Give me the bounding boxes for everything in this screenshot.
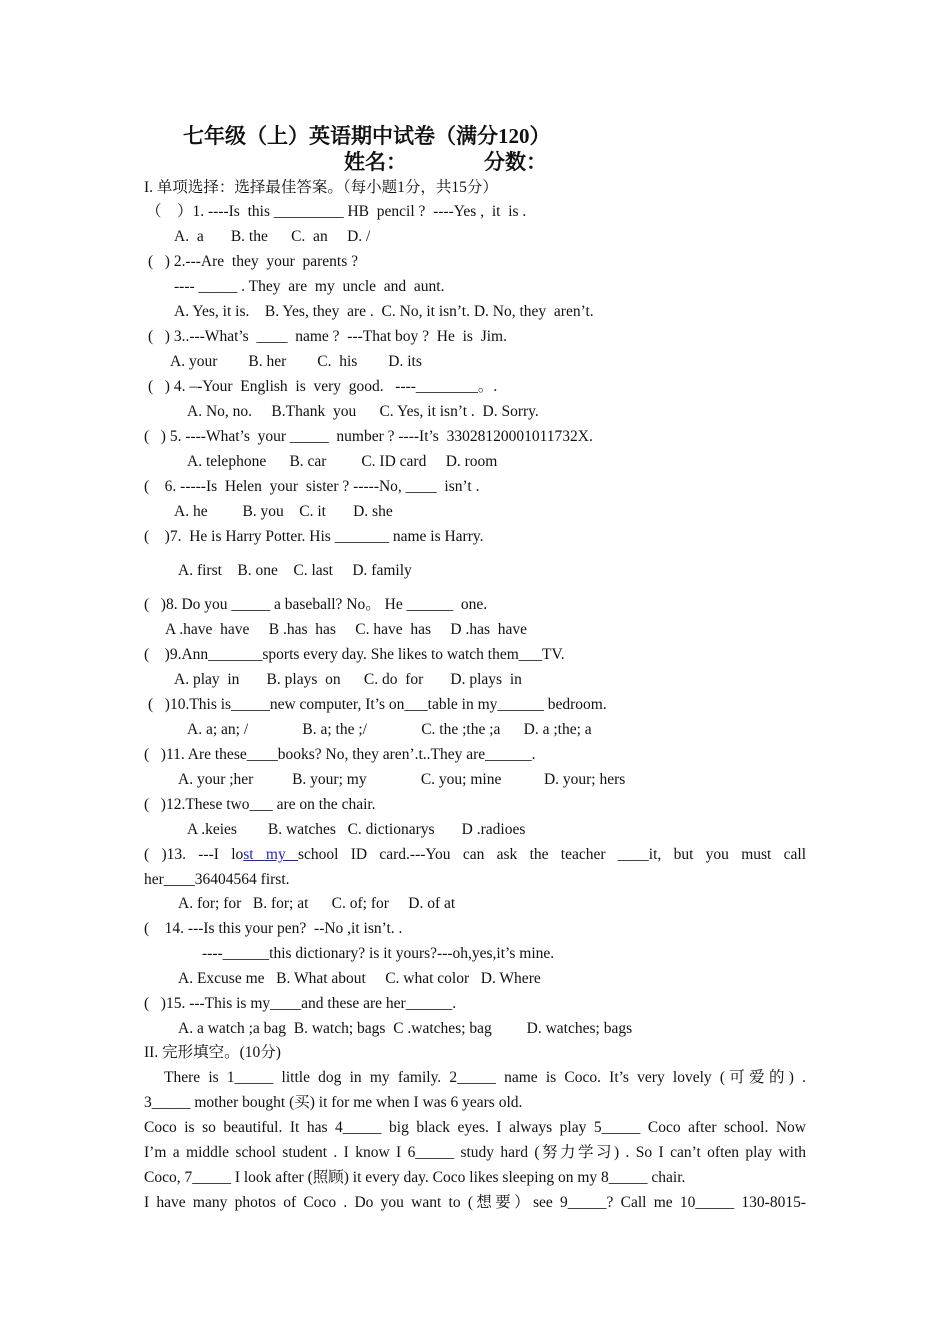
question-13-link[interactable]: st my xyxy=(243,846,298,863)
question-4-options: A. No, no. B.Thank you C. Yes, it isn’t . D. Sorry. xyxy=(187,403,539,420)
score-label: 分数： xyxy=(484,150,547,174)
question-8-options: A .have have B .has has C. have has D .has have xyxy=(165,621,528,638)
cloze-line-6: I have many photos of Coco . Do you want to (想要）see 9_____? Call me 10_____ 130-8015- xyxy=(144,1194,806,1211)
question-9-options: A. play in B. plays on C. do for D. plays in xyxy=(174,671,522,688)
question-5-options: A. telephone B. car C. ID card D. room xyxy=(187,453,498,470)
question-7: ( )7. He is Harry Potter. His _______ name is Harry. xyxy=(144,528,484,545)
cloze-line-2: 3_____ mother bought (买) it for me when I was 6 years old. xyxy=(144,1094,523,1111)
question-13-start: ( )13. ---I lo xyxy=(144,846,244,863)
cloze-line-5: Coco, 7_____ I look after (照顾) it every day. Coco likes sleeping on my 8_____ chair. xyxy=(144,1169,686,1186)
question-12: ( )12.These two___ are on the chair. xyxy=(144,796,376,813)
question-2-options: A. Yes, it is. B. Yes, they are . C. No, it isn’t. D. No, they aren’t. xyxy=(174,303,594,320)
question-8: ( )8. Do you _____ a baseball? No。 He ______ one. xyxy=(144,596,488,613)
question-2: ( ) 2.---Are they your parents ? xyxy=(148,253,359,270)
question-15: ( )15. ---This is my____and these are her______. xyxy=(144,995,457,1012)
question-13-rest: school ID card.---You can ask the teacher ____it, but you must call xyxy=(297,846,807,863)
name-label: 姓名： xyxy=(344,150,407,174)
question-9: ( )9.Ann_______sports every day. She likes to watch them___TV. xyxy=(144,646,565,663)
question-12-options: A .keies B. watches C. dictionarys D .radioes xyxy=(187,821,526,838)
question-3: ( ) 3..---What’s ____ name ? ---That boy ? He is Jim. xyxy=(148,328,507,345)
question-10: ( )10.This is_____new computer, It’s on___table in my______ bedroom. xyxy=(148,696,607,713)
section-1-heading: I. 单项选择：选择最佳答案。（每小题1分，共15分） xyxy=(144,179,498,196)
question-11: ( )11. Are these____books? No, they aren’.t..They are______. xyxy=(144,746,536,763)
question-2-line2: ---- _____ . They are my uncle and aunt. xyxy=(174,278,445,295)
question-1-options: A. a B. the C. an D. / xyxy=(174,228,371,245)
section-2-heading: II. 完形填空。(10分) xyxy=(144,1044,281,1061)
cloze-line-4: I’m a middle school student . I know I 6_____ study hard (努力学习) . So I can’t often play with xyxy=(144,1144,806,1161)
question-13 xyxy=(144,845,806,865)
question-15-options: A. a watch ;a bag B. watch; bags C .watches; bag D. watches; bags xyxy=(178,1020,633,1037)
question-7-options: A. first B. one C. last D. family xyxy=(178,562,412,579)
question-11-options: A. your ;her B. your; my C. you; mine D. your; hers xyxy=(178,771,626,788)
cloze-line-1: There is 1_____ little dog in my family. 2_____ name is Coco. It’s very lovely (可爱的) . xyxy=(164,1069,806,1086)
question-6: ( 6. -----Is Helen your sister ? -----No, ____ isn’t . xyxy=(144,478,480,495)
question-3-options: A. your B. her C. his D. its xyxy=(170,353,422,370)
page-title: 七年级（上）英语期中试卷（满分120） xyxy=(183,124,551,148)
question-10-options: A. a; an; / B. a; the ;/ C. the ;the ;a D. a ;the; a xyxy=(187,721,592,738)
question-14-options: A. Excuse me B. What about C. what color D. Where xyxy=(178,970,541,987)
question-4: ( ) 4. –-Your English is very good. ----________。. xyxy=(148,378,498,395)
question-1: （ ）1. ----Is this _________ HB pencil ? ----Yes , it is . xyxy=(146,203,527,220)
question-5: ( ) 5. ----What’s your _____ number ? ----It’s 33028120001011732X. xyxy=(144,428,593,445)
question-13-options: A. for; for B. for; at C. of; for D. of at xyxy=(178,895,456,912)
question-14: ( 14. ---Is this your pen? --No ,it isn’t. . xyxy=(144,920,403,937)
cloze-line-3: Coco is so beautiful. It has 4_____ big black eyes. I always play 5_____ Coco after school. Now xyxy=(144,1119,806,1136)
question-14-line2: ----______this dictionary? is it yours?---oh,yes,it’s mine. xyxy=(202,945,555,962)
question-13-line2: her____36404564 first. xyxy=(144,871,290,888)
question-6-options: A. he B. you C. it D. she xyxy=(174,503,393,520)
